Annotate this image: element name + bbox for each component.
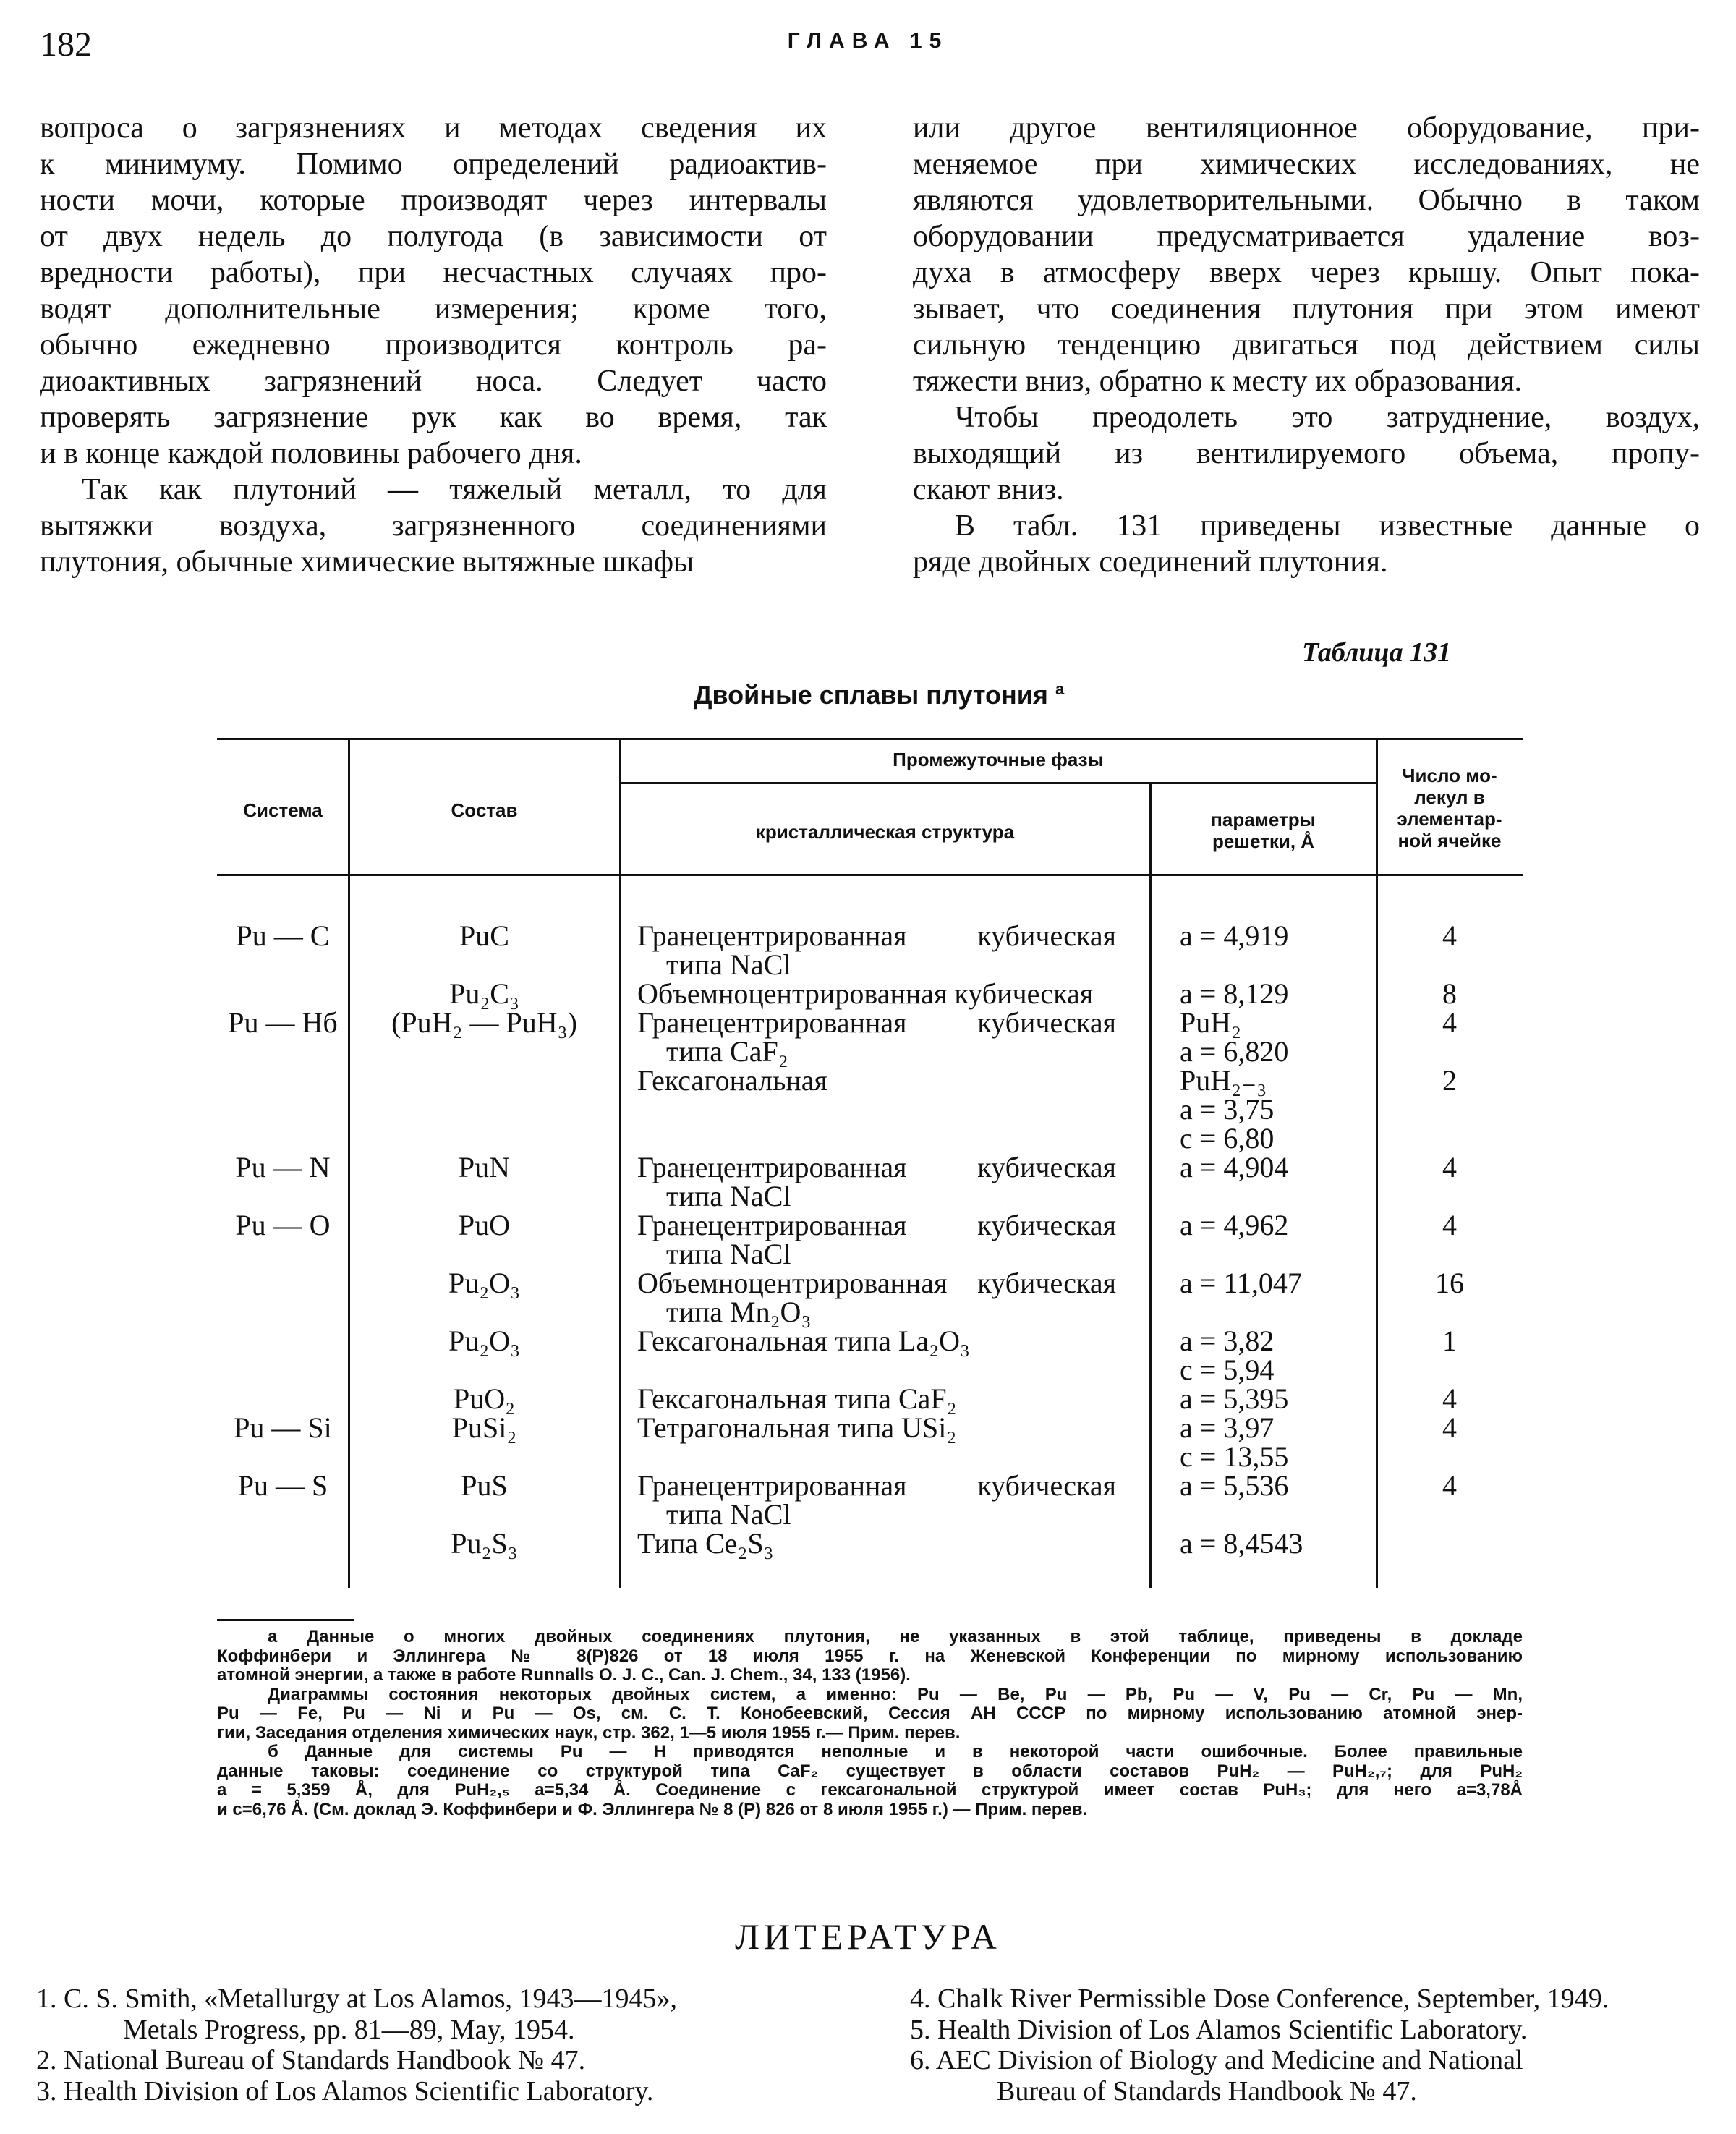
- footnote-line: а Данные о многих двойных соединениях плутония, не указанных в этой таблице, приведены в докладе: [268, 1627, 1523, 1646]
- reference-item: Metals Progress, pp. 81—89, May, 1954.: [123, 2014, 575, 2045]
- cell-structure: [620, 979, 1150, 1008]
- reference-item: 6. AEC Division of Biology and Medicine and National: [910, 2045, 1523, 2075]
- cell-system: [217, 979, 349, 1008]
- reference-item: 2. National Bureau of Standards Handbook № 47.: [36, 2045, 586, 2075]
- text-line: зывает, что соединения плутония при этом имеют: [913, 292, 1700, 326]
- table-body: [217, 919, 1523, 1560]
- text-line: В табл. 131 приведены известные данные о: [955, 509, 1700, 543]
- structure-line: Гексагональная типа CaF₂: [637, 1382, 957, 1415]
- param-line: a = 5,536: [1180, 1469, 1289, 1502]
- text-line: вытяжки воздуха, загрязненного соединениями: [40, 509, 827, 543]
- cell-system: [217, 1269, 349, 1327]
- cell-structure: [620, 1529, 1150, 1558]
- cell-molecule-count: 4: [1442, 919, 1457, 952]
- param-line: PuH₂: [1180, 1006, 1242, 1039]
- cell-composition: PuC: [459, 919, 509, 952]
- cell-system: Pu — Si: [234, 1411, 332, 1444]
- table-row: [217, 1411, 1523, 1473]
- text-line: вредности работы), при несчастных случаях про-: [40, 256, 827, 289]
- cell-molecule-count: 4: [1442, 1469, 1457, 1502]
- cell-composition: PuSi₂: [451, 1411, 517, 1444]
- param-line: a = 8,4543: [1180, 1527, 1303, 1560]
- table-row: [217, 1382, 1523, 1415]
- param-line: a = 4,904: [1180, 1151, 1289, 1183]
- structure-line: Гранецентрированная кубическая: [637, 1469, 1116, 1502]
- structure-line: Гранецентрированная кубическая: [637, 919, 1116, 952]
- param-line: a = 6,820: [1180, 1035, 1289, 1068]
- param-line: c = 13,55: [1180, 1440, 1289, 1473]
- cell-molecule-count: 4: [1442, 1411, 1457, 1444]
- phases-rule: [620, 782, 1377, 784]
- table-title-text: Двойные сплавы плутония: [693, 680, 1048, 710]
- header-phases: Промежуточные фазы: [893, 749, 1104, 770]
- text-line: сильную тенденцию двигаться под действием силы: [913, 328, 1700, 362]
- structure-line: типа NaCl: [666, 1180, 791, 1212]
- header-system: Система: [243, 799, 323, 821]
- reference-item: 3. Health Division of Los Alamos Scientific Laboratory.: [36, 2075, 654, 2107]
- cell-system: Pu — N: [235, 1151, 331, 1183]
- structure-line: типа NaCl: [666, 1498, 791, 1531]
- text-column-right: [913, 110, 1700, 580]
- cell-structure: [620, 1066, 1150, 1153]
- cell-structure: [620, 1471, 1150, 1529]
- footnote: [217, 1743, 1523, 1819]
- cell-lattice-params: [1150, 1066, 1377, 1153]
- cell-composition: Pu₂O₃: [448, 1267, 521, 1299]
- cell-lattice-params: [1150, 1008, 1377, 1066]
- cell-structure: [620, 1211, 1150, 1269]
- cell-lattice-params: [1150, 1211, 1377, 1269]
- param-line: a = 3,97: [1180, 1411, 1275, 1444]
- text-line: Так как плутоний — тяжелый металл, то для: [82, 473, 827, 506]
- structure-line: Тетрагональная типа USi₂: [637, 1411, 957, 1444]
- header-structure: кристаллическая структура: [755, 821, 1015, 843]
- cell-system: Pu — Hб: [228, 1006, 338, 1039]
- table-title-footnote-mark: а: [1055, 680, 1065, 698]
- text-line: или другое вентиляционное оборудование, при-: [913, 111, 1700, 145]
- cell-structure: [620, 919, 1150, 981]
- cell-molecule-count: 2: [1442, 1064, 1457, 1097]
- cell-molecule-count: 4: [1442, 1151, 1457, 1183]
- structure-line: типа CaF₂: [666, 1035, 788, 1068]
- cell-composition: PuN: [458, 1151, 511, 1183]
- cell-molecule-count: 16: [1435, 1267, 1464, 1299]
- table-row: [217, 1211, 1523, 1269]
- text-line: Чтобы преодолеть это затруднение, воздух,: [955, 401, 1700, 434]
- structure-line: типа NaCl: [666, 948, 791, 981]
- param-line: a = 11,047: [1180, 1267, 1302, 1299]
- cell-structure: [620, 1327, 1150, 1385]
- footnote: [217, 1685, 1523, 1743]
- text-line: тяжести вниз, обратно к месту их образования.: [913, 365, 1523, 398]
- table-row: [217, 1153, 1523, 1211]
- cell-lattice-params: [1150, 1327, 1377, 1385]
- header-count-line: лекул в: [1414, 786, 1485, 808]
- reference-item: 5. Health Division of Los Alamos Scientific Laboratory.: [910, 2014, 1528, 2045]
- text-line: меняемое при химических исследованиях, не: [913, 148, 1700, 181]
- cell-lattice-params: [1150, 1411, 1377, 1473]
- footnote-line: гии, Заседания отделения химических наук, стр. 362, 1—5 июля 1955 г.— Прим. перев.: [217, 1722, 961, 1743]
- text-line: ности мочи, которые производят через интервалы: [40, 184, 827, 217]
- paragraph: [40, 472, 827, 580]
- footnote-line: Pu — Fe, Pu — Ni и Pu — Os, см. С. Т. Конобеевский, Сессия АН СССР по мирному использованию атомной энер-: [217, 1704, 1523, 1723]
- footnote-line: и c=6,76 Å. (См. доклад Э. Коффинбери и Ф. Эллингера № 8 (Р) 826 от 8 июля 1955 г.) — Прим. перев.: [217, 1799, 1088, 1819]
- reference-item: Bureau of Standards Handbook № 47.: [997, 2075, 1417, 2107]
- cell-composition: Pu₂O₃: [448, 1325, 521, 1357]
- cell-molecule-count: 4: [1442, 1382, 1457, 1415]
- table-title: [0, 680, 1736, 710]
- cell-lattice-params: [1150, 1153, 1377, 1211]
- structure-line: Гранецентрированная кубическая: [637, 1151, 1116, 1183]
- text-line: диоактивных загрязнений носа. Следует часто: [40, 365, 827, 398]
- cell-composition: (PuH₂ — PuH₃): [391, 1006, 577, 1039]
- cell-molecule-count: 4: [1442, 1006, 1457, 1039]
- cell-lattice-params: [1150, 979, 1377, 1008]
- structure-line: Гранецентрированная кубическая: [637, 1006, 1116, 1039]
- paragraph: [913, 508, 1700, 580]
- footnote-line: Коффинбери и Эллингера № 8(Р)826 от 18 июля 1955 г. на Женевской Конференции по мирному использованию: [217, 1646, 1523, 1666]
- param-line: a = 8,129: [1180, 977, 1289, 1010]
- reference-item: 4. Chalk River Permissible Dose Conference, September, 1949.: [910, 1984, 1609, 2014]
- cell-system: Pu — O: [235, 1209, 331, 1241]
- table-caption: Таблица 131: [1302, 637, 1452, 668]
- table-header-rule: [217, 874, 1523, 876]
- footnote-rule: [217, 1619, 354, 1621]
- header-count-line: элементар-: [1397, 808, 1502, 830]
- cell-composition: Pu₂S₃: [451, 1527, 518, 1560]
- param-line: a = 3,82: [1180, 1325, 1275, 1357]
- literature-heading: ЛИТЕРАТУРА: [735, 1916, 1001, 1957]
- cell-system: Pu — C: [236, 919, 330, 952]
- text-line: выходящий из вентилируемого объема, пропу-: [913, 437, 1700, 470]
- cell-structure: [620, 1411, 1150, 1471]
- param-line: a = 5,395: [1180, 1382, 1289, 1415]
- cell-composition: Pu₂C₃: [449, 977, 519, 1010]
- cell-lattice-params: [1150, 1471, 1377, 1529]
- references-right: [910, 1984, 1706, 2107]
- text-column-left: [40, 110, 827, 580]
- cell-lattice-params: [1150, 1529, 1377, 1558]
- footnote: [217, 1628, 1523, 1685]
- header-count-line: ной ячейке: [1397, 830, 1502, 851]
- text-line: вопроса о загрязнениях и методах сведения их: [40, 111, 827, 145]
- cell-composition: [349, 1066, 620, 1153]
- footnotes: [217, 1628, 1523, 1819]
- text-line: водят дополнительные измерения; кроме того,: [40, 292, 827, 326]
- header-count: [1377, 765, 1523, 851]
- footnote-line: б Данные для системы Pu — H приводятся неполные и в некоторой части ошибочные. Более правильные: [268, 1742, 1523, 1761]
- table-row: [217, 919, 1523, 981]
- table-top-rule: [217, 738, 1523, 740]
- cell-composition: PuO: [458, 1209, 511, 1241]
- cell-structure: [620, 1008, 1150, 1066]
- cell-system: [217, 1529, 349, 1558]
- text-line: плутония, обычные химические вытяжные шкафы: [40, 545, 694, 579]
- cell-system: Pu — S: [237, 1469, 328, 1502]
- cell-molecule-count: [1377, 1529, 1523, 1558]
- cell-system: [217, 1385, 349, 1414]
- text-line: обычно ежедневно производится контроль ра-: [40, 328, 827, 362]
- param-line: c = 5,94: [1180, 1353, 1275, 1386]
- param-line: a = 4,962: [1180, 1209, 1289, 1241]
- text-line: от двух недель до полугода (в зависимости от: [40, 220, 827, 253]
- table-row: [217, 1327, 1523, 1385]
- param-line: a = 3,75: [1180, 1093, 1275, 1126]
- param-line: c = 6,80: [1180, 1122, 1275, 1155]
- structure-line: Гранецентрированная кубическая: [637, 1209, 1116, 1241]
- text-line: к минимуму. Помимо определений радиоактив-: [40, 148, 827, 181]
- param-line: a = 4,919: [1180, 919, 1289, 952]
- table-row: [217, 1471, 1523, 1529]
- paragraph: [40, 110, 827, 472]
- footnote-line: атомной энергии, а также в работе Runnalls O. J. C., Can. J. Chem., 34, 133 (1956).: [217, 1665, 911, 1685]
- structure-line: Объемноцентрированная кубическая: [637, 977, 1094, 1010]
- structure-line: типа Mn₂O₃: [666, 1296, 812, 1328]
- text-line: проверять загрязнение рук как во время, так: [40, 401, 827, 434]
- structure-line: Гексагональная: [637, 1064, 827, 1097]
- header-params-line: параметры: [1211, 809, 1316, 830]
- page-number: 182: [40, 25, 92, 64]
- text-line: ряде двойных соединений плутония.: [913, 545, 1388, 579]
- structure-line: Объемноцентрированная кубическая: [637, 1267, 1116, 1299]
- text-line: и в конце каждой половины рабочего дня.: [40, 437, 582, 470]
- structure-line: типа NaCl: [666, 1238, 791, 1270]
- cell-composition: PuS: [461, 1469, 508, 1502]
- cell-lattice-params: [1150, 919, 1377, 979]
- cell-molecule-count: 8: [1442, 977, 1457, 1010]
- cell-molecule-count: 4: [1442, 1209, 1457, 1241]
- text-line: оборудовании предусматривается удаление воз-: [913, 220, 1700, 253]
- text-line: скают вниз.: [913, 473, 1064, 506]
- table-row: [217, 1529, 1523, 1558]
- footnote-line: Диаграммы состояния некоторых двойных систем, а именно: Pu — Be, Pu — Pb, Pu — V, Pu — Cr, Pu — Mn,: [268, 1684, 1523, 1704]
- paragraph: [913, 110, 1700, 399]
- reference-item: 1. C. S. Smith, «Metallurgy at Los Alamos, 1943—1945»,: [36, 1984, 677, 2014]
- running-head: ГЛАВА 15: [787, 29, 949, 53]
- header-count-line: Число мо-: [1402, 765, 1497, 786]
- text-line: духа в атмосферу вверх через крышу. Опыт пока-: [913, 256, 1700, 289]
- cell-lattice-params: [1150, 1382, 1377, 1415]
- header-composition: Состав: [451, 799, 518, 821]
- cell-lattice-params: [1150, 1269, 1377, 1327]
- table-row: [217, 1066, 1523, 1153]
- param-line: PuH₂₋₃: [1180, 1064, 1267, 1097]
- structure-line: Гексагональная типа La₂O₃: [637, 1325, 970, 1357]
- cell-composition: PuO₂: [453, 1382, 516, 1415]
- paragraph: [913, 399, 1700, 508]
- cell-structure: [620, 1382, 1150, 1415]
- table-row: [217, 1269, 1523, 1327]
- references-left: [36, 1984, 832, 2107]
- cell-system: [217, 1066, 349, 1153]
- cell-structure: [620, 1269, 1150, 1327]
- footnote-line: a = 5,359 Å, для PuH₂,₅ a=5,34 Å. Соединение с гексагональной структурой имеет состав PuH₃; для него a=3,78Å: [217, 1780, 1523, 1800]
- table-row: [217, 1008, 1523, 1066]
- header-params: [1150, 809, 1377, 852]
- header-params-line: решетки, Å: [1212, 830, 1315, 852]
- footnote-line: данные таковы: соединение со структурой типа CaF₂ существует в области составов PuH₂ — PuH₂,₇; для PuH₂: [217, 1761, 1523, 1781]
- cell-molecule-count: 1: [1442, 1325, 1457, 1357]
- structure-line: Типа Ce₂S₃: [637, 1527, 774, 1560]
- table-row: [217, 979, 1523, 1008]
- cell-structure: [620, 1153, 1150, 1211]
- cell-system: [217, 1327, 349, 1385]
- text-line: являются удовлетворительными. Обычно в таком: [913, 184, 1700, 217]
